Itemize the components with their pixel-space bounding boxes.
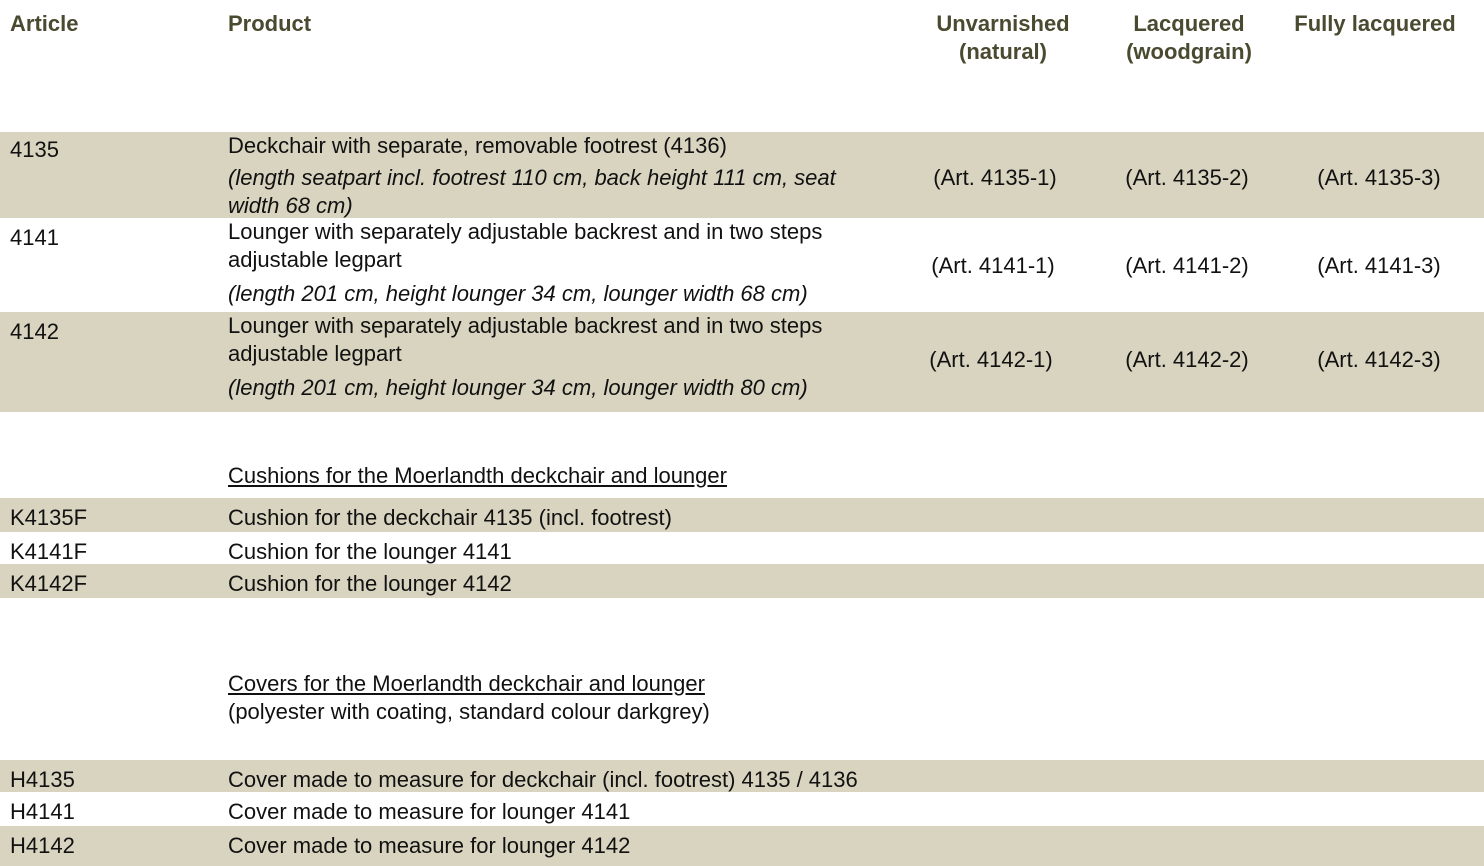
product-name: Lounger with separately adjustable backrest and in two steps adjustable legpart [228, 219, 823, 272]
article-number: K4135F [10, 505, 88, 530]
product-name: Cover made to measure for lounger 4142 [228, 833, 631, 858]
article-number: H4142 [10, 833, 75, 858]
product-dimensions: (length seatpart incl. footrest 110 cm, back height 111 cm, seat width 68 cm) [228, 165, 836, 218]
article-number: K4141F [10, 539, 88, 564]
section-subtitle-covers: (polyester with coating, standard colour darkgrey) [228, 699, 710, 724]
price-lacquered: (Art. 4141-2) [1125, 253, 1249, 278]
section-title-cushions: Cushions for the Moerlandth deckchair and lounger [228, 463, 727, 488]
product-name: Lounger with separately adjustable backrest and in two steps adjustable legpart [228, 313, 823, 366]
product-name: Cover made to measure for deckchair (incl. footrest) 4135 / 4136 [228, 767, 858, 792]
product-name: Deckchair with separate, removable footrest (4136) [228, 133, 727, 158]
product-name: Cushion for the deckchair 4135 (incl. footrest) [228, 505, 672, 530]
article-number: K4142F [10, 571, 88, 596]
price-unvarnished: (Art. 4135-1) [933, 165, 1057, 190]
section-title-covers: Covers for the Moerlandth deckchair and lounger [228, 671, 705, 696]
row-band [0, 826, 1484, 866]
price-unvarnished: (Art. 4142-1) [929, 347, 1053, 372]
price-fully-lacquered: (Art. 4142-3) [1317, 347, 1441, 372]
article-number: H4135 [10, 767, 75, 792]
price-fully-lacquered: (Art. 4135-3) [1317, 165, 1441, 190]
product-name: Cover made to measure for lounger 4141 [228, 799, 631, 824]
header-article: Article [10, 11, 79, 36]
product-name: Cushion for the lounger 4142 [228, 571, 512, 596]
article-number: 4142 [10, 319, 59, 344]
price-lacquered: (Art. 4135-2) [1125, 165, 1249, 190]
product-dimensions: (length 201 cm, height lounger 34 cm, lounger width 68 cm) [228, 281, 808, 306]
header-product: Product [228, 11, 312, 36]
article-number: 4135 [10, 137, 59, 162]
price-unvarnished: (Art. 4141-1) [931, 253, 1055, 278]
header-fully-lacquered: Fully lacquered [1294, 11, 1456, 36]
header-lacquered: Lacquered (woodgrain) [1126, 11, 1252, 64]
row-band [0, 564, 1484, 598]
row-band [0, 498, 1484, 532]
header-unvarnished: Unvarnished (natural) [936, 11, 1070, 64]
product-dimensions: (length 201 cm, height lounger 34 cm, lounger width 80 cm) [228, 375, 808, 400]
price-fully-lacquered: (Art. 4141-3) [1317, 253, 1441, 278]
price-lacquered: (Art. 4142-2) [1125, 347, 1249, 372]
article-number: H4141 [10, 799, 75, 824]
product-name: Cushion for the lounger 4141 [228, 539, 512, 564]
article-number: 4141 [10, 225, 59, 250]
